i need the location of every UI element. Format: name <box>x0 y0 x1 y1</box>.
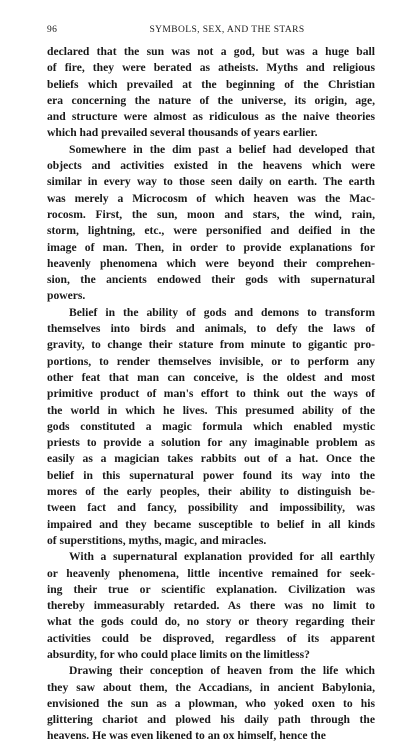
text-line: was merely a Microcosm of which heaven was the Mac- <box>47 191 375 205</box>
text-line: Somewhere in the dim past a belief had developed that <box>69 142 375 156</box>
text-line: the world in which he lives. This presumed ability of the <box>47 403 375 417</box>
paragraph <box>47 305 375 549</box>
text-line: gods constituted a magic formula which enabled mystic <box>47 419 375 433</box>
paragraph <box>47 549 375 663</box>
text-line: sion, the ancients endowed their gods with supernatural <box>47 273 375 287</box>
text-line: heavens. He was even likened to an ox himself, hence the <box>47 729 326 743</box>
paragraph <box>47 663 375 744</box>
text-line: Drawing their conception of heaven from the life which <box>69 664 375 678</box>
text-line: beliefs which prevailed at the beginning of the Christian <box>47 77 375 91</box>
text-line: primitive product of man's effort to think out the ways of <box>47 387 375 401</box>
text-line: impaired and they became susceptible to belief in all kinds <box>47 517 375 531</box>
text-line: they saw about them, the Accadians, in ancient Babylonia, <box>47 680 375 694</box>
text-line: heavenly phenomena which were beyond their comprehen- <box>47 256 375 270</box>
text-line: tween fact and fancy, possibility and impossibility, was <box>47 501 375 515</box>
text-line: portions, to render themselves invisible, or to perform any <box>47 354 375 368</box>
text-line: mores of the early peoples, their ability to distinguish be- <box>47 485 375 499</box>
text-line: ing their true or scientific explanation. Civilization was <box>47 582 375 596</box>
running-title: SYMBOLS, SEX, AND THE STARS <box>149 25 305 35</box>
text-line: objects and activities existed in the heavens which were <box>47 159 375 173</box>
text-line: Belief in the ability of gods and demons to transform <box>69 305 375 319</box>
text-line: envisioned the sun as a plowman, who yoked oxen to his <box>47 696 375 710</box>
text-line: powers. <box>47 289 86 303</box>
text-line: of superstitions, myths, magic, and miracles. <box>47 533 267 547</box>
text-line: declared that the sun was not a god, but was a huge ball <box>47 45 375 58</box>
page-number: 96 <box>47 25 58 35</box>
text-line: and structure were almost as ridiculous as the naive theories <box>47 110 375 124</box>
text-line: era concerning the nature of the universe, its origin, age, <box>47 93 375 107</box>
text-line: which had prevailed several thousands of years earlier. <box>47 126 318 140</box>
text-line: activities could be disproved, regardless of its apparent <box>47 631 375 645</box>
text-line: of fire, they were berated as atheists. Myths and religious <box>47 61 375 75</box>
text-line: image of man. Then, in order to provide explanations for <box>47 240 375 254</box>
text-line: rocosm. First, the sun, moon and stars, the wind, rain, <box>47 207 375 221</box>
text-line: storm, lightning, etc., were personified and deified in the <box>47 224 375 238</box>
paragraph <box>47 142 375 305</box>
text-line: With a supernatural explanation provided for all earthly <box>69 550 375 564</box>
text-line: or heavenly phenomena, little incentive remained for seek- <box>47 566 375 580</box>
text-line: themselves into birds and animals, to defy the laws of <box>47 322 375 336</box>
text-line: easily as a magician takes rabbits out of a hat. Once the <box>47 452 375 466</box>
running-header <box>47 25 375 39</box>
text-line: belief in this supernatural power found its way into the <box>47 468 375 482</box>
text-line: glittering chariot and plowed his daily path through the <box>47 713 375 727</box>
text-line: absurdity, for who could place limits on the limitless? <box>47 647 310 661</box>
text-line: thereby immeasurably retarded. As there was no limit to <box>47 599 375 613</box>
text-line: gravity, to change their stature from minute to gigantic pro- <box>47 338 375 352</box>
paragraph <box>47 44 375 142</box>
text-line: what the gods could do, no story or theory regarding their <box>47 615 375 629</box>
text-line: similar in every way to those seen daily on earth. The earth <box>47 175 375 189</box>
text-line: priests to provide a solution for any imaginable problem as <box>47 436 375 450</box>
text-line: other feat that man can conceive, is the oldest and most <box>47 370 375 384</box>
